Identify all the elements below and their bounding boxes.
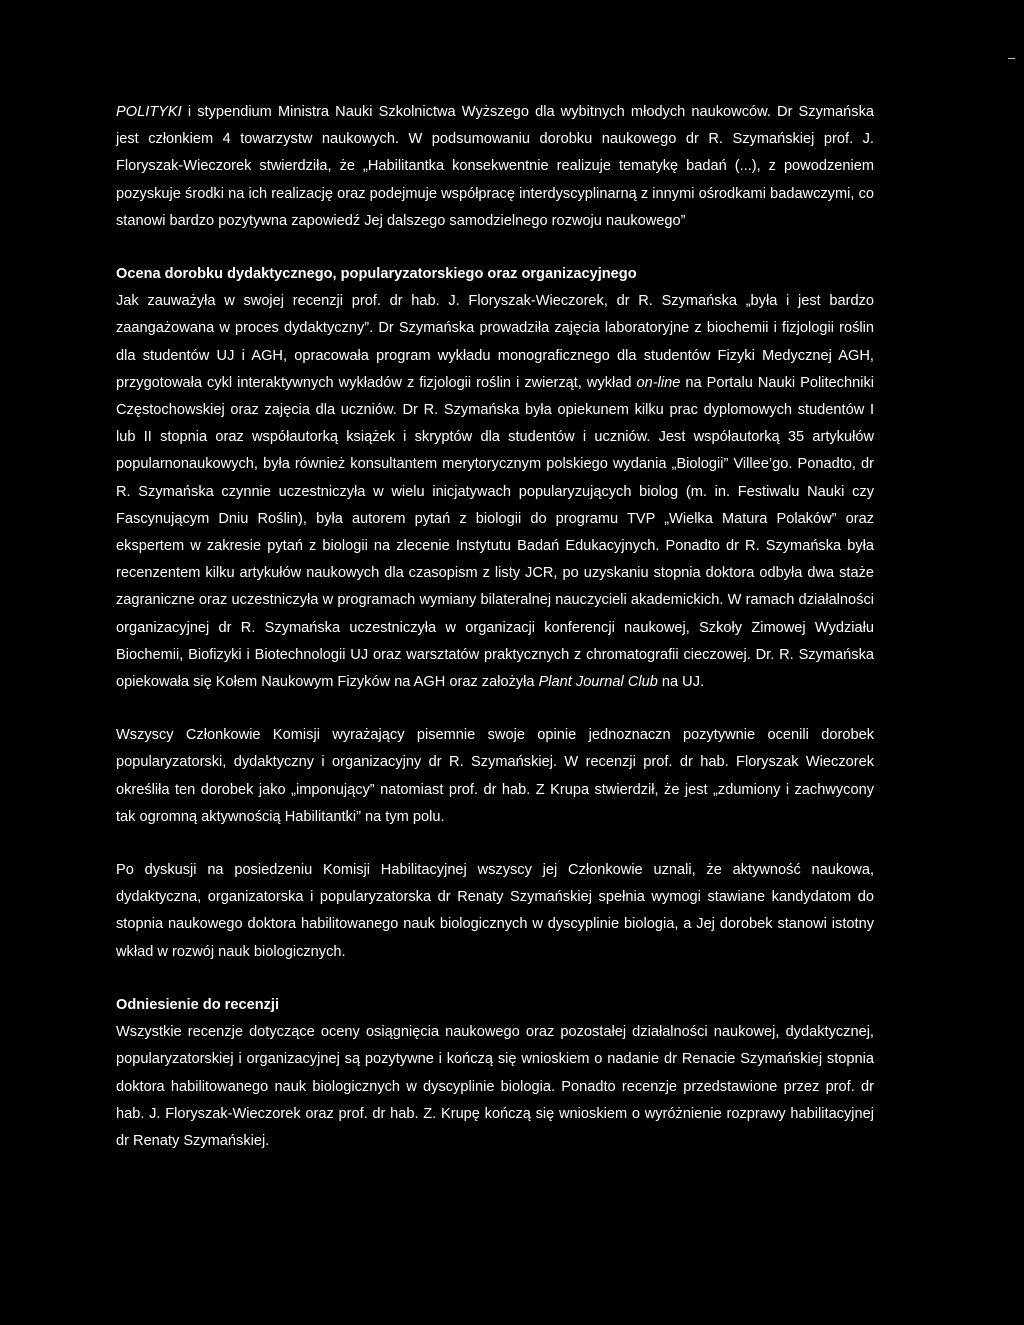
italic-plant-journal-club: Plant Journal Club [538,674,658,691]
paragraph-intro-text: i stypendium Ministra Nauki Szkolnictwa Wyższego dla wybitnych młodych naukowców. Dr Szymańska jest członkiem 4 towarzystw naukowych. W podsumowaniu dorobku naukowego dr R. Szymańskiej prof. J. Floryszak-Wieczorek stwierdziła, że „Habilitantka konsekwentnie realizuje tematykę badań (...), z powodzeniem pozyskuje środki na ich realizację oraz podejmuje współpracę interdyscyplinarną z innymi ośrodkami badawczymi, co stanowi bardzo pozytywna zapowiedź Jej dalszego samodzielnego rozwoju naukowego” [116,104,874,229]
document-page [116,99,874,1155]
italic-on-line: on-line [636,374,681,391]
scan-mark [1008,58,1015,59]
paragraph-dyskusja: Po dyskusji na posiedzeniu Komisji Habilitacyjnej wszyscy jej Członkowie uznali, że aktywność naukowa, dydaktyczna, organizatorska i popularyzatorska dr Renaty Szymańskiej spełnia wymogi stawiane kandydatom do stopnia naukowego doktora habilitowanego nauk biologicznych w dyscyplinie biologia, a Jej dorobek stanowi istotny wkład w rozwój nauk biologicznych. [116,862,874,960]
italic-word-polityki: POLITYKI [116,104,182,120]
paragraph-intro [116,99,874,235]
paragraph-dorobek: Jak zauważyła w swojej recenzji prof. dr hab. J. Floryszak-Wieczorek, dr R. Szymańska „była i jest bardzo zaangażowana w proces dydaktyczny”. Dr Szymańska prowadziła zajęcia laboratoryjne z biochemii i fizjologii roślin dla studentów UJ i AGH, opracowała program wykładu monograficznego dla studentów Fizyki Medycznej AGH, przygotowała cykl interaktywnych wykładów z fizjologii roślin i zwierząt, wykład on-line na Portalu Nauki Politechniki Częstochowskiej oraz zajęcia dla uczniów. Dr R. Szymańska była opiekunem kilku prac dyplomowych studentów I lub II stopnia oraz współautorką książek i skryptów dla studentów i uczniów. Jest współautorką 35 artykułów popularnonaukowych, była również konsultantem merytorycznym polskiego wydania „Biologii” Villee’go. Ponadto, dr R. Szymańska czynnie uczestniczyła w wielu inicjatywach popularyzujących biolog (m. in. Festiwalu Nauki czy Fascynującym Dniu Roślin), była autorem pytań z biologii do programu TVP „Wielka Matura Polaków” oraz ekspertem w zakresie pytań z biologii na zlecenie Instytutu Badań Edukacyjnych. Ponadto dr R. Szymańska była recenzentem kilku artykułów naukowych dla czasopism z listy JCR, po uzyskaniu stopnia doktora odbyła dwa staże zagraniczne oraz uczestniczyła w programach wymiany bilateralnej nauczycieli akademickich. W ramach działalności organizacyjnej dr R. Szymańska uczestniczyła w organizacji konferencji naukowej, Szkoły Zimowej Wydziału Biochemii, Biofizyki i Biotechnologii UJ oraz warsztatów praktycznych z chromatografii cieczowej. Dr. R. Szymańska opiekowała się Kołem Naukowym Fizyków na AGH oraz założyła Plant Journal Club na UJ. [116,293,874,691]
section-heading-recenzje: Odniesienie do recenzji [116,996,280,1013]
paragraph-komisja-opinie: Wszyscy Członkowie Komisji wyrażający pisemnie swoje opinie jednoznaczn pozytywnie ocenili dorobek popularyzatorski, dydaktyczny i organizacyjny dr R. Szymańskiej. W recenzji prof. dr hab. Floryszak Wieczorek określiła ten dorobek jako „imponujący” natomiast prof. dr hab. Z Krupa stwierdził, że jest „zdumiony i zachwycony tak ogromną aktywnością Habilitantki” na tym polu. [116,727,874,825]
section-heading-dorobek: Ocena dorobku dydaktycznego, popularyzatorskiego oraz organizacyjnego [116,266,637,283]
paragraph-recenzje: Wszystkie recenzje dotyczące oceny osiągnięcia naukowego oraz pozostałej działalności naukowej, dydaktycznej, popularyzatorskiej i organizacyjnej są pozytywne i kończą się wnioskiem o nadanie dr Renacie Szymańskiej stopnia doktora habilitowanego nauk biologicznych w dyscyplinie biologia. Ponadto recenzje przedstawione przez prof. dr hab. J. Floryszak-Wieczorek oraz prof. dr hab. Z. Krupę kończą się wnioskiem o wyróżnienie rozprawy habilitacyjnej dr Renaty Szymańskiej. [116,1024,874,1149]
